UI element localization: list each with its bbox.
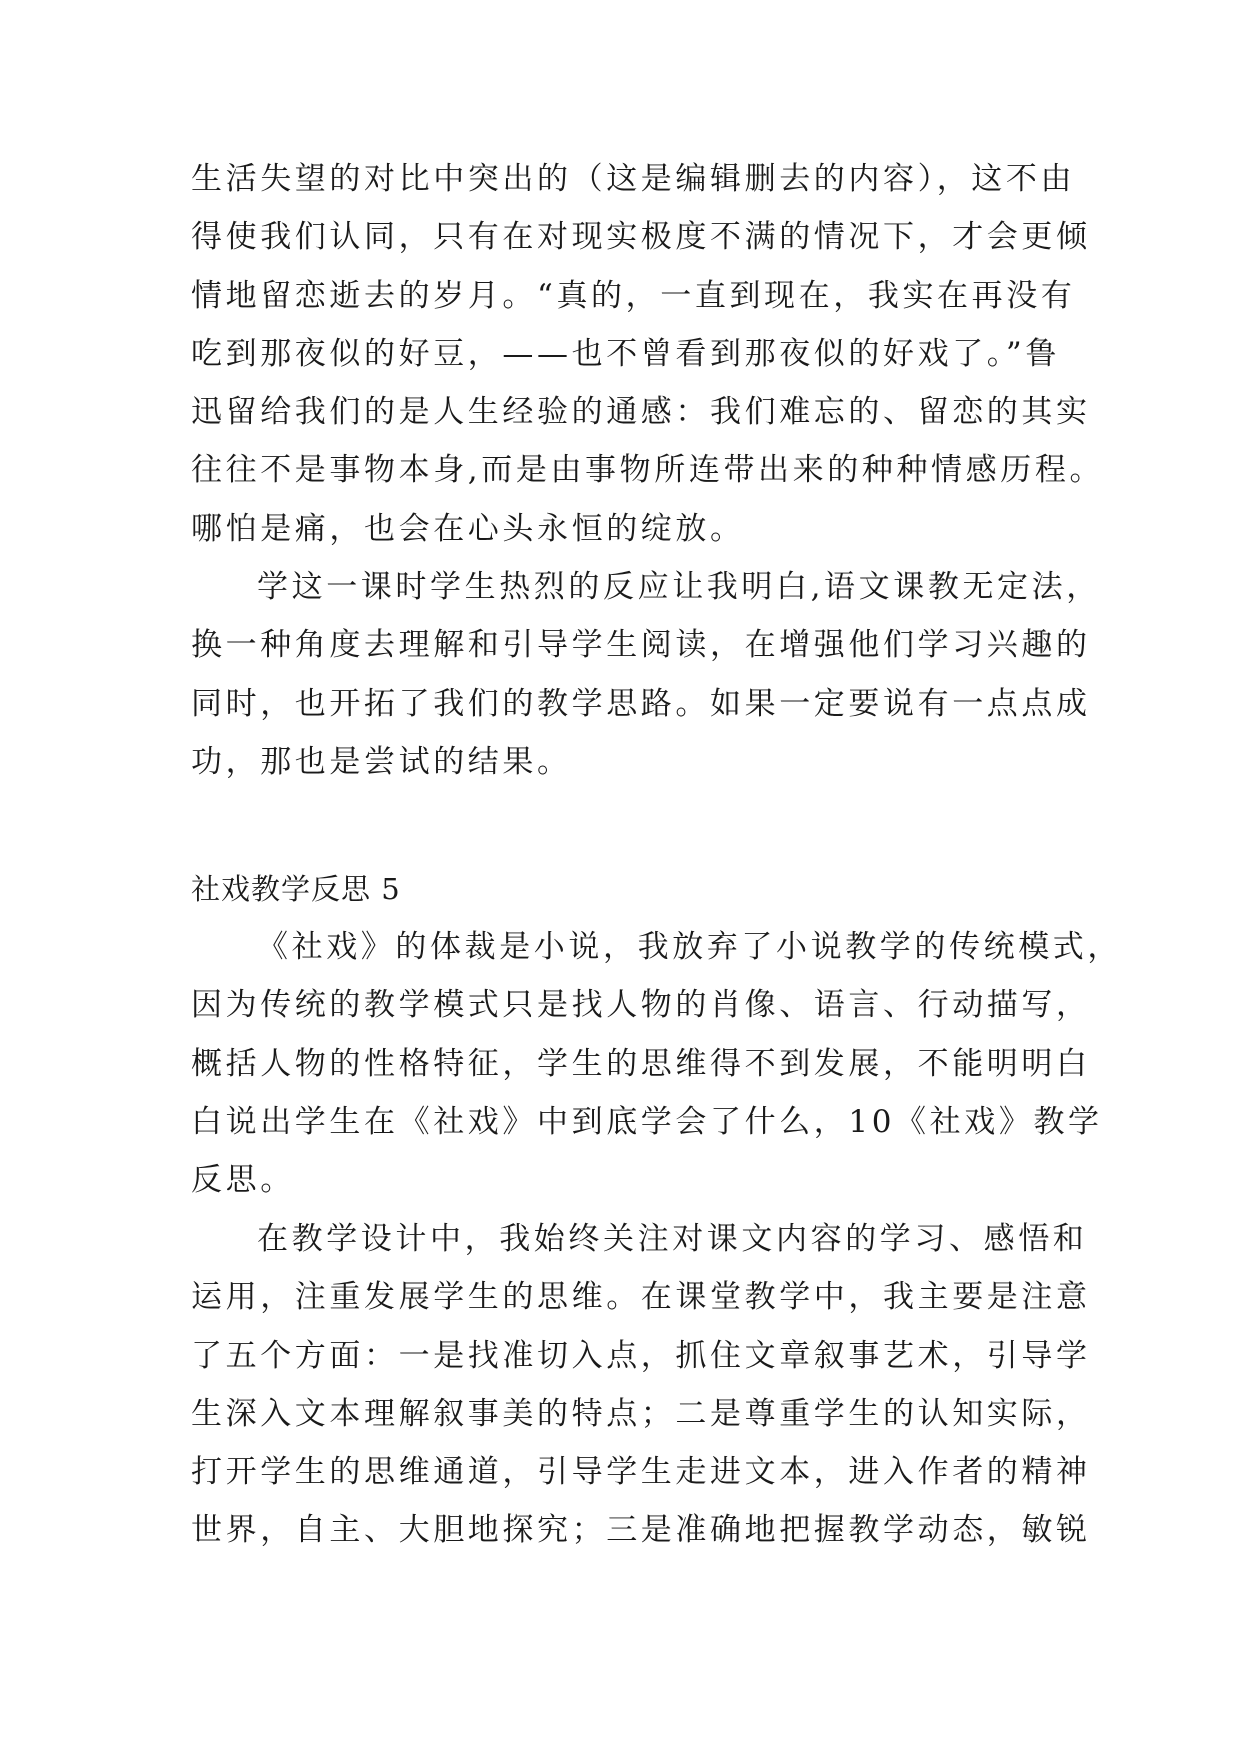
text-line: 因为传统的教学模式只是找人物的肖像、语言、行动描写，	[191, 987, 1091, 1024]
text-line: 打开学生的思维通道，引导学生走进文本，进入作者的精神	[191, 1454, 1091, 1491]
text-line: 反思。	[191, 1162, 295, 1199]
section2-paragraph2	[191, 1210, 1091, 1560]
text-line: 了五个方面：一是找准切入点，抓住文章叙事艺术，引导学	[191, 1337, 1091, 1374]
text-line: 迅留给我们的是人生经验的通感：我们难忘的、留恋的其实	[191, 394, 1091, 431]
text-line: 白说出学生在《社戏》中到底学会了什么，10《社戏》教学	[191, 1103, 1103, 1140]
text-line: 情地留恋逝去的岁月。“真的，一直到现在，我实在再没有	[191, 277, 1076, 314]
text-line: 运用，注重发展学生的思维。在课堂教学中，我主要是注意	[191, 1279, 1091, 1316]
section1-paragraph1	[191, 150, 1105, 558]
text-line: 换一种角度去理解和引导学生阅读，在增强他们学习兴趣的	[191, 627, 1091, 664]
text-line: 哪怕是痛，也会在心头永恒的绽放。	[191, 510, 745, 547]
text-line: 在教学设计中，我始终关注对课文内容的学习、感悟和	[257, 1221, 1088, 1257]
text-line: 学这一课时学生热烈的反应让我明白,语文课教无定法，	[257, 569, 1101, 605]
section1-paragraph2	[191, 558, 1101, 791]
text-line: 往往不是事物本身,而是由事物所连带出来的种种情感历程。	[191, 452, 1105, 489]
text-line: 生活失望的对比中突出的（这是编辑删去的内容），这不由	[191, 161, 1076, 197]
text-line: 同时，也开拓了我们的教学思路。如果一定要说有一点点成	[191, 685, 1091, 722]
text-line: 世界，自主、大胆地探究；三是准确地把握教学动态，敏锐	[191, 1512, 1091, 1549]
text-line: 生深入文本理解叙事美的特点；二是尊重学生的认知实际，	[191, 1395, 1091, 1432]
text-line: 功，那也是尝试的结果。	[191, 743, 572, 780]
section2-paragraph1	[191, 918, 1122, 1209]
text-line: 《社戏》的体裁是小说，我放弃了小说教学的传统模式，	[257, 929, 1122, 965]
text-line: 吃到那夜似的好豆，——也不曾看到那夜似的好戏了。”鲁	[191, 335, 1060, 372]
text-line: 概括人物的性格特征，学生的思维得不到发展，不能明明白	[191, 1045, 1091, 1082]
section-title: 社戏教学反思 5	[191, 872, 401, 906]
text-line: 得使我们认同，只有在对现实极度不满的情况下，才会更倾	[191, 219, 1091, 256]
